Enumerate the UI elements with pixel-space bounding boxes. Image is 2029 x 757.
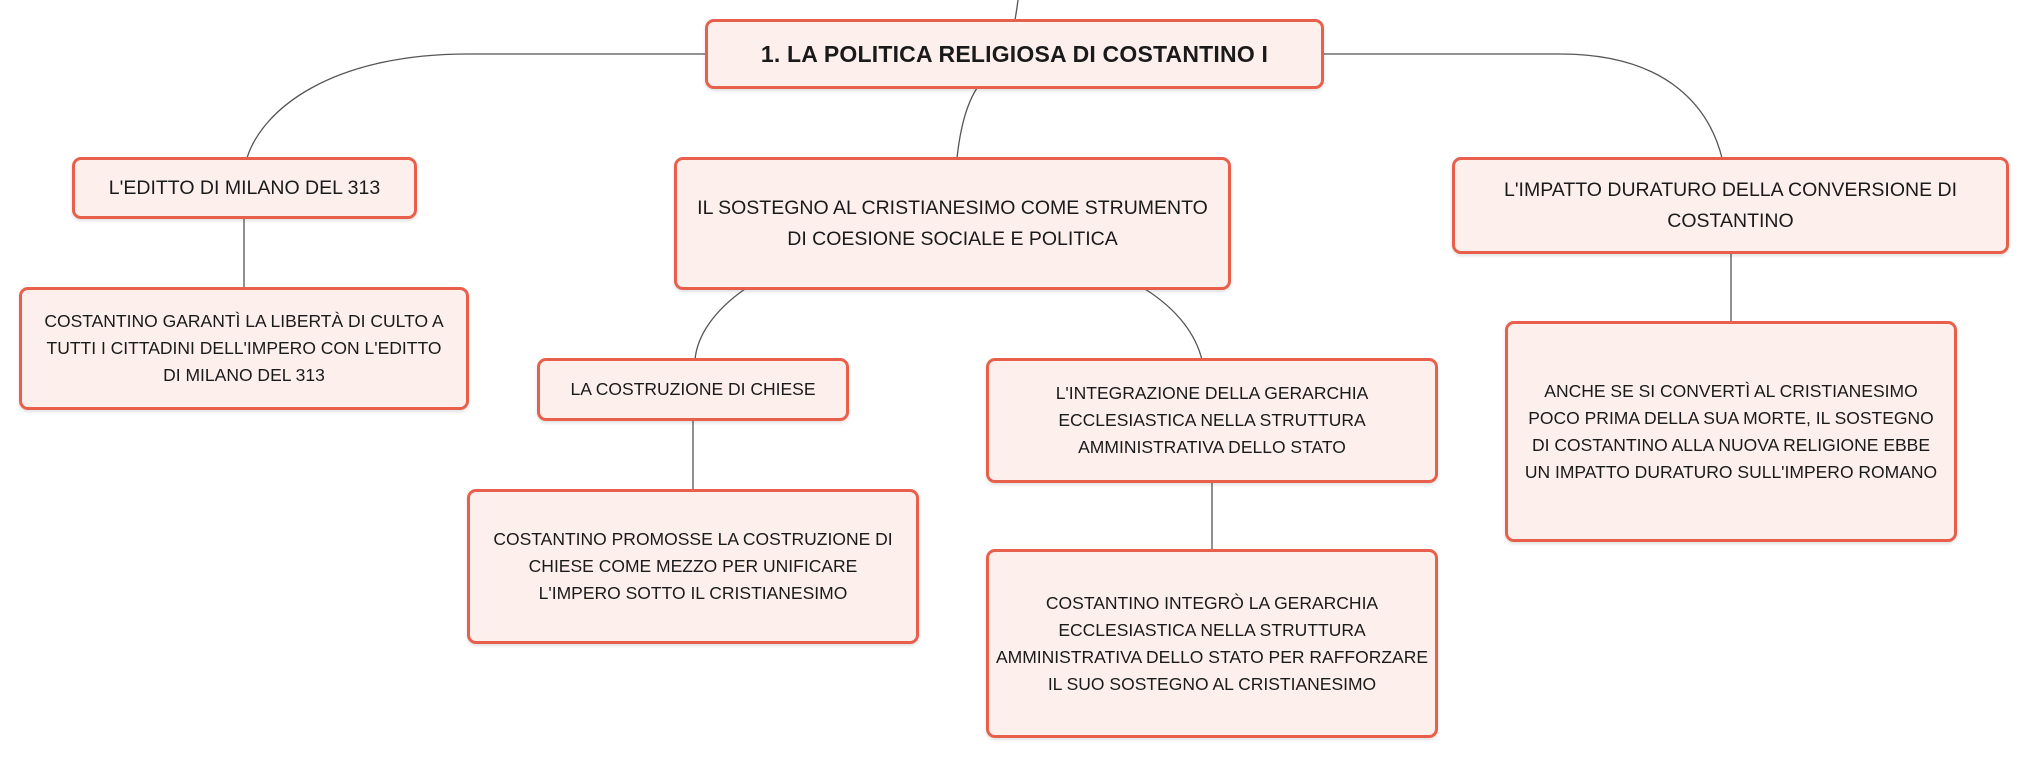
support-node-label: IL SOSTEGNO AL CRISTIANESIMO COME STRUMENTO DI COESIONE SOCIALE E POLITICA	[697, 196, 1208, 250]
hierarchy-node[interactable]	[986, 358, 1438, 483]
root-node[interactable]	[705, 19, 1324, 89]
edict-node[interactable]	[72, 157, 417, 219]
connector-support-churches	[695, 289, 745, 360]
churches-detail-label: COSTANTINO PROMOSSE LA COSTRUZIONE DI CHIESE COME MEZZO PER UNIFICARE L'IMPERO SOTTO IL CRISTIANESIMO	[493, 529, 893, 603]
connector-root-impact	[1322, 54, 1722, 158]
impact-detail-label: ANCHE SE SI CONVERTÌ AL CRISTIANESIMO POCO PRIMA DELLA SUA MORTE, IL SOSTEGNO DI COSTANTINO ALLA NUOVA RELIGIONE EBBE UN IMPATTO DURATURO SULL'IMPERO ROMANO	[1524, 380, 1938, 482]
hierarchy-detail-node[interactable]	[986, 549, 1438, 738]
connector-support-hierarchy	[1145, 289, 1202, 360]
impact-node-label: L'IMPATTO DURATURO DELLA CONVERSIONE DI COSTANTINO	[1503, 178, 1958, 232]
edict-detail-label: COSTANTINO GARANTÌ LA LIBERTÀ DI CULTO A TUTTI I CITTADINI DELL'IMPERO CON L'EDITTO DI MILANO DEL 313	[44, 311, 444, 385]
support-node[interactable]	[674, 157, 1231, 290]
impact-node[interactable]	[1452, 157, 2009, 254]
hierarchy-node-label: L'INTEGRAZIONE DELLA GERARCHIA ECCLESIASTICA NELLA STRUTTURA AMMINISTRATIVA DELLO STATO	[1055, 383, 1369, 457]
churches-node-label: LA COSTRUZIONE DI CHIESE	[570, 379, 816, 399]
impact-detail-node[interactable]	[1505, 321, 1957, 542]
connector-root-edict	[247, 54, 707, 158]
root-node-label: 1. LA POLITICA RELIGIOSA DI COSTANTINO I	[760, 40, 1269, 67]
connector-root-support	[957, 88, 977, 158]
edict-node-label: L'EDITTO DI MILANO DEL 313	[108, 176, 381, 199]
churches-node[interactable]	[537, 358, 849, 421]
connector-parent-root	[1015, 0, 1018, 20]
hierarchy-detail-label: COSTANTINO INTEGRÒ LA GERARCHIA ECCLESIASTICA NELLA STRUTTURA AMMINISTRATIVA DELLO STATO PER RAFFORZARE IL SUO SOSTEGNO AL CRISTIANESIMO	[995, 592, 1429, 694]
edict-detail-node[interactable]	[19, 287, 469, 410]
churches-detail-node[interactable]	[467, 489, 919, 644]
